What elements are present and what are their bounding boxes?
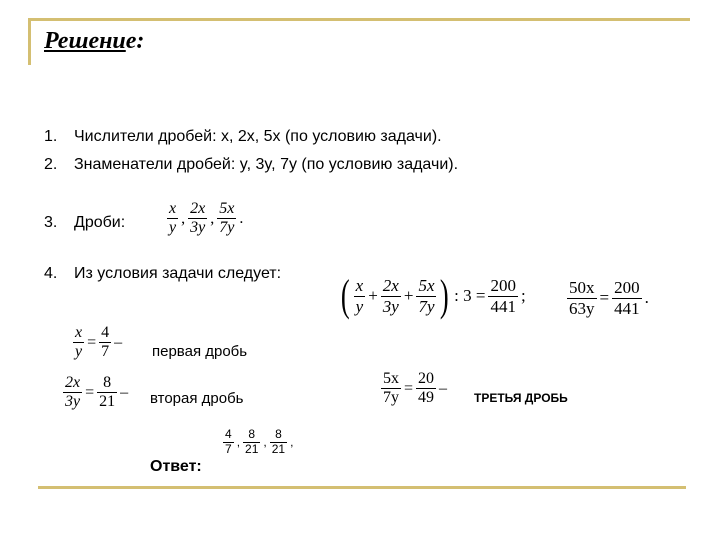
result-fraction bbox=[488, 276, 518, 316]
numerator: 200 bbox=[614, 278, 640, 297]
answer-fraction-3 bbox=[270, 428, 287, 457]
equation-sum bbox=[338, 271, 528, 320]
third-fraction-label: ТРЕТЬЯ ДРОБЬ bbox=[474, 391, 568, 405]
denominator: 21 bbox=[99, 393, 116, 411]
decor-bottom-line bbox=[38, 486, 686, 489]
item-3 bbox=[44, 214, 125, 232]
item-number: 3. bbox=[44, 214, 58, 231]
paren-open: ( bbox=[340, 271, 350, 320]
comma: , bbox=[236, 435, 241, 450]
numerator: x bbox=[355, 275, 364, 295]
numerator: 2x bbox=[190, 200, 206, 217]
paren-close: ) bbox=[440, 271, 450, 320]
lhs-fraction bbox=[567, 278, 597, 318]
title-underlined-part: Решени bbox=[44, 28, 126, 54]
semicolon: ; bbox=[520, 286, 526, 305]
numerator: 20 bbox=[418, 370, 435, 387]
numerator: 5x bbox=[219, 200, 235, 217]
item-number: 2. bbox=[44, 156, 58, 173]
fraction-3 bbox=[217, 200, 236, 238]
numerator: 8 bbox=[248, 427, 256, 441]
first-fraction-eq bbox=[72, 324, 124, 362]
equals-sign: = bbox=[85, 383, 95, 401]
answer-label: Ответ: bbox=[150, 458, 202, 475]
fraction-2 bbox=[188, 200, 207, 238]
plus-sign: + bbox=[403, 286, 414, 305]
denominator: 3y bbox=[65, 393, 81, 411]
period: . bbox=[239, 209, 244, 227]
numerator-text: 50x bbox=[569, 278, 595, 297]
comma: , bbox=[290, 435, 294, 450]
numerator: 5x bbox=[383, 370, 399, 387]
item-text: Дроби: bbox=[74, 214, 126, 231]
comma: , bbox=[181, 209, 186, 227]
dash: – bbox=[114, 333, 123, 351]
fraction-1 bbox=[167, 200, 178, 238]
numerator: 200 bbox=[490, 275, 516, 295]
equals-sign: = bbox=[87, 333, 97, 351]
plus-sign: + bbox=[368, 286, 378, 305]
denominator: 7 bbox=[101, 343, 110, 361]
denominator: 3y bbox=[190, 219, 206, 237]
answer-fraction-2 bbox=[243, 428, 260, 457]
denominator: 21 bbox=[271, 441, 286, 456]
numerator: 5x bbox=[418, 275, 435, 295]
slide-title bbox=[44, 28, 144, 55]
rhs-fraction bbox=[97, 374, 117, 412]
denominator: 441 bbox=[614, 298, 640, 318]
comma: , bbox=[210, 209, 215, 227]
item-1 bbox=[44, 128, 442, 146]
third-fraction-eq bbox=[380, 370, 449, 408]
numerator: x bbox=[169, 200, 177, 217]
denominator: 63y bbox=[569, 298, 595, 318]
title-rest: е: bbox=[125, 28, 145, 54]
numerator bbox=[567, 278, 597, 298]
denominator: 3y bbox=[382, 296, 399, 316]
denominator: 7y bbox=[219, 219, 235, 237]
second-fraction-label: вторая дробь bbox=[150, 390, 244, 407]
first-fraction-label: первая дробь bbox=[152, 343, 248, 360]
denominator: 7y bbox=[418, 296, 435, 316]
numerator: 4 bbox=[101, 324, 110, 341]
item-text: Знаменатели дробей: y, 3y, 7y (по условию задачи). bbox=[74, 156, 459, 173]
lhs-fraction bbox=[63, 374, 82, 412]
rhs-fraction bbox=[99, 324, 111, 362]
denominator: 7 bbox=[225, 441, 232, 456]
equals-sign: = bbox=[599, 288, 610, 308]
divide-equals: : 3 = bbox=[454, 286, 486, 305]
item-number: 4. bbox=[44, 265, 58, 282]
item-2 bbox=[44, 156, 458, 174]
numerator: 2x bbox=[65, 374, 81, 391]
dash: – bbox=[120, 383, 129, 401]
item-text: Из условия задачи следует: bbox=[74, 265, 282, 282]
fraction-3 bbox=[416, 276, 436, 316]
denominator: 441 bbox=[490, 296, 516, 316]
item-number: 1. bbox=[44, 128, 58, 145]
numerator: 4 bbox=[225, 427, 232, 441]
decor-top-line bbox=[28, 18, 690, 21]
lhs-fraction bbox=[73, 324, 84, 362]
numerator: 8 bbox=[275, 427, 282, 441]
item-text: Числители дробей: x, 2x, 5x (по условию задачи). bbox=[74, 128, 442, 145]
comma: , bbox=[263, 435, 267, 450]
fraction-2 bbox=[381, 276, 401, 316]
denominator: 21 bbox=[245, 441, 259, 456]
fraction-1 bbox=[354, 276, 366, 316]
decor-vertical-line bbox=[28, 18, 31, 65]
rhs-fraction bbox=[612, 278, 642, 318]
answer-fractions bbox=[222, 428, 295, 457]
denominator: y bbox=[75, 343, 83, 361]
denominator: y bbox=[169, 219, 177, 237]
numerator: 8 bbox=[103, 374, 112, 391]
numerator: x bbox=[75, 324, 83, 341]
second-fraction-eq bbox=[62, 374, 130, 412]
denominator: 7y bbox=[383, 389, 399, 407]
lhs-fraction bbox=[381, 370, 401, 408]
dash: – bbox=[439, 379, 448, 397]
period: . bbox=[644, 288, 649, 308]
item-4 bbox=[44, 265, 281, 283]
denominator: 49 bbox=[418, 389, 435, 407]
numerator: 2x bbox=[382, 275, 399, 295]
rhs-fraction bbox=[416, 370, 436, 408]
equals-sign: = bbox=[404, 379, 414, 397]
equation-result bbox=[566, 278, 651, 318]
answer-fraction-1 bbox=[223, 428, 234, 457]
fractions-list bbox=[166, 200, 245, 238]
denominator: y bbox=[355, 296, 364, 316]
